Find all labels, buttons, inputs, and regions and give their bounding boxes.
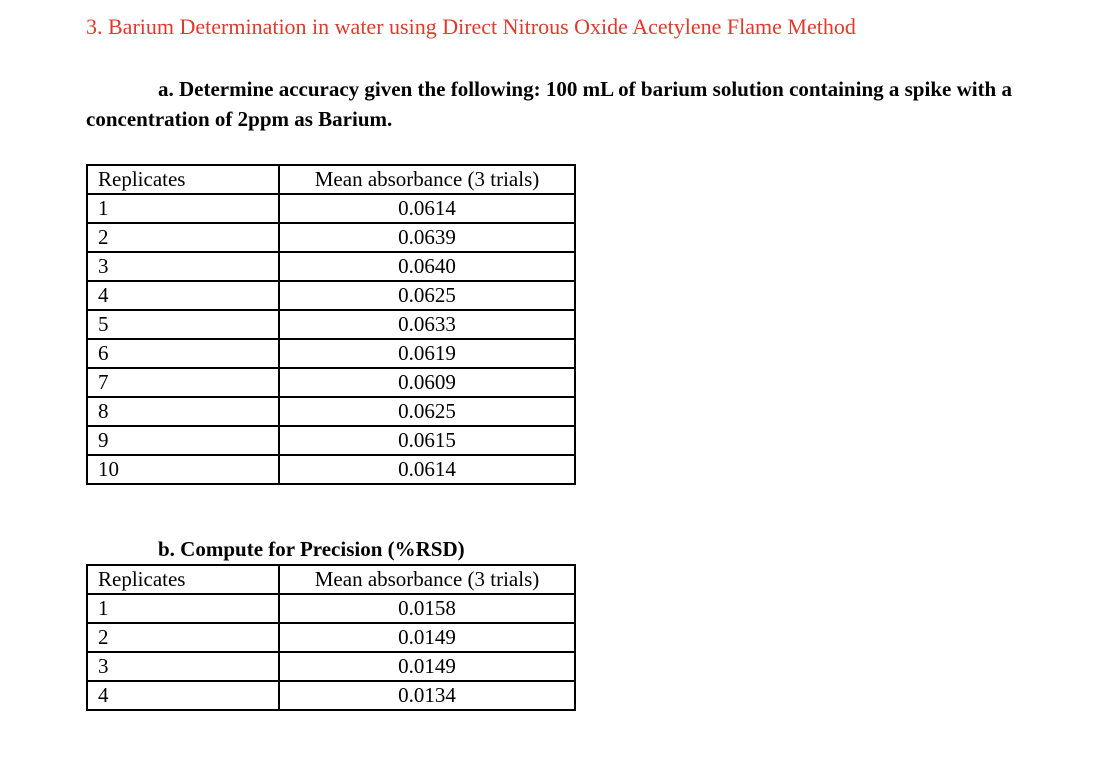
- absorbance-cell: 0.0615: [279, 426, 575, 455]
- table-row: [87, 652, 575, 681]
- absorbance-cell: 0.0149: [279, 652, 575, 681]
- absorbance-cell: 0.0158: [279, 594, 575, 623]
- replicate-cell: 7: [87, 368, 279, 397]
- replicate-cell: 3: [87, 252, 279, 281]
- header-mean-absorbance: Mean absorbance (3 trials): [279, 565, 575, 594]
- replicate-cell: 10: [87, 455, 279, 484]
- table-header-row: [87, 565, 575, 594]
- replicate-cell: 9: [87, 426, 279, 455]
- absorbance-cell: 0.0609: [279, 368, 575, 397]
- table-header-row: [87, 165, 575, 194]
- header-mean-absorbance: Mean absorbance (3 trials): [279, 165, 575, 194]
- absorbance-cell: 0.0614: [279, 194, 575, 223]
- table-row: [87, 252, 575, 281]
- document-title: 3. Barium Determination in water using Direct Nitrous Oxide Acetylene Flame Method: [86, 14, 856, 39]
- absorbance-cell: 0.0149: [279, 623, 575, 652]
- header-replicates: Replicates: [87, 165, 279, 194]
- replicate-cell: 5: [87, 310, 279, 339]
- table-row: [87, 426, 575, 455]
- table-row: [87, 281, 575, 310]
- absorbance-cell: 0.0639: [279, 223, 575, 252]
- accuracy-table: [86, 164, 576, 485]
- replicate-cell: 2: [87, 623, 279, 652]
- table-row: [87, 397, 575, 426]
- absorbance-cell: 0.0625: [279, 397, 575, 426]
- replicate-cell: 4: [87, 681, 279, 710]
- absorbance-cell: 0.0625: [279, 281, 575, 310]
- absorbance-cell: 0.0633: [279, 310, 575, 339]
- table-row: [87, 310, 575, 339]
- replicate-cell: 2: [87, 223, 279, 252]
- replicate-cell: 6: [87, 339, 279, 368]
- part-a-heading: a. Determine accuracy given the following: 100 mL of barium solution containing a spike with a concentration of 2ppm as Barium.: [86, 77, 1012, 131]
- table-row: [87, 223, 575, 252]
- table-row: [87, 623, 575, 652]
- precision-table: [86, 564, 576, 711]
- absorbance-cell: 0.0614: [279, 455, 575, 484]
- table-row: [87, 194, 575, 223]
- header-replicates: Replicates: [87, 565, 279, 594]
- replicate-cell: 1: [87, 594, 279, 623]
- absorbance-cell: 0.0619: [279, 339, 575, 368]
- replicate-cell: 8: [87, 397, 279, 426]
- absorbance-cell: 0.0640: [279, 252, 575, 281]
- replicate-cell: 4: [87, 281, 279, 310]
- part-b-heading: b. Compute for Precision (%RSD): [158, 537, 465, 561]
- replicate-cell: 1: [87, 194, 279, 223]
- table-row: [87, 368, 575, 397]
- replicate-cell: 3: [87, 652, 279, 681]
- table-row: [87, 339, 575, 368]
- absorbance-cell: 0.0134: [279, 681, 575, 710]
- table-row: [87, 455, 575, 484]
- table-row: [87, 594, 575, 623]
- table-row: [87, 681, 575, 710]
